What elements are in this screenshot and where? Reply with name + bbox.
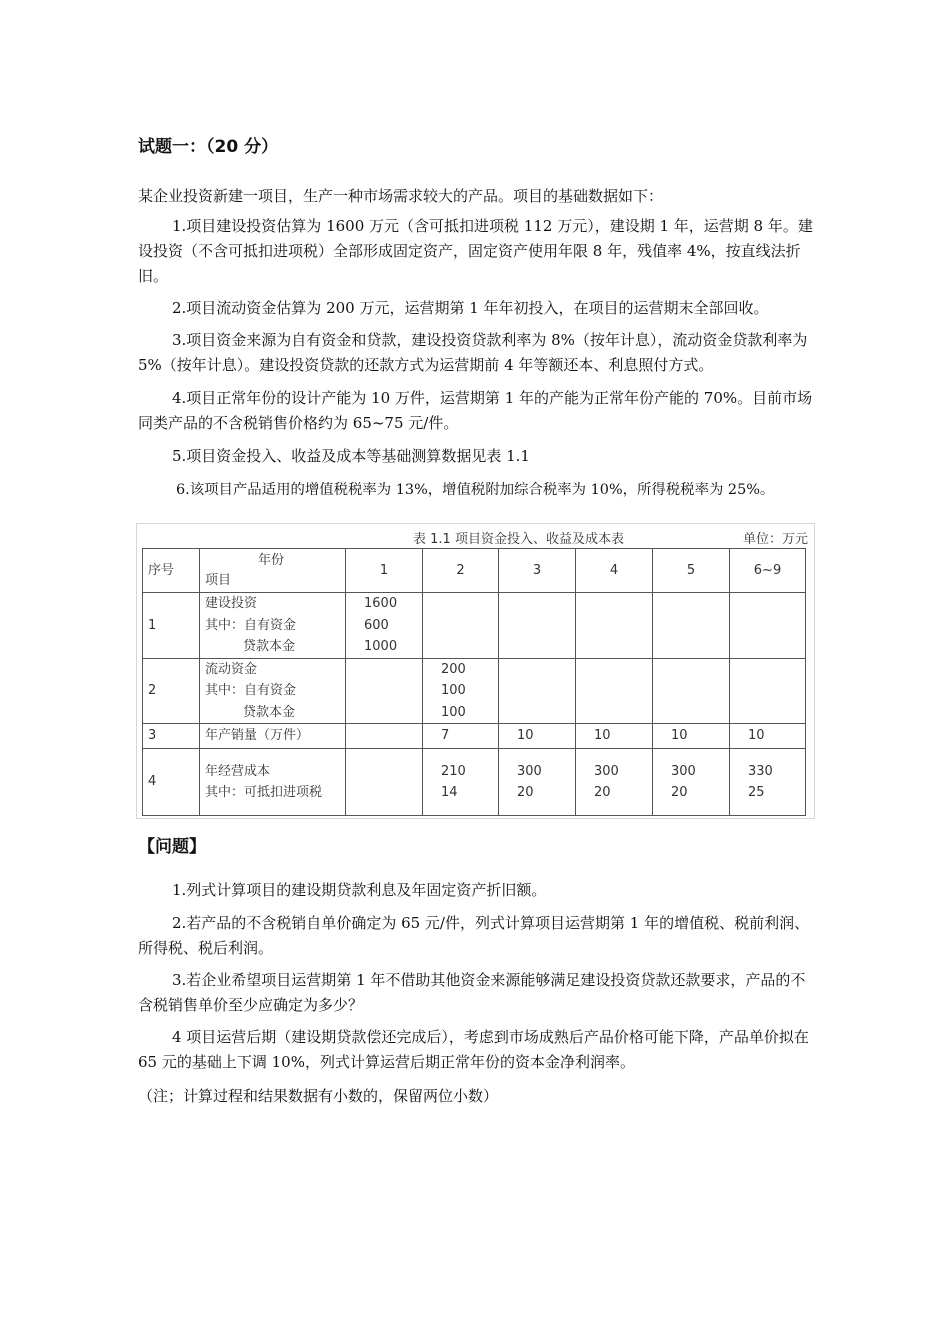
- cell-empty: [423, 593, 499, 659]
- header-seq: 序号: [143, 549, 200, 593]
- cell-value: 25: [748, 785, 765, 800]
- item-1: 1.项目建设投资估算为 1600 万元（含可抵扣进项税 112 万元），建设期 1 年，运营期 8 年。建设投资（不含可抵扣进项税）全部形成固定资产，固定资产使用年限 8 年，残值率 4%，按直线法折旧。: [138, 217, 813, 285]
- cell-value: 20: [594, 785, 611, 800]
- row-line: 贷款本金: [243, 704, 296, 720]
- cell-value: 20: [517, 785, 534, 800]
- cell-empty: [653, 658, 730, 724]
- cell-empty: [576, 593, 653, 659]
- row-item: 年产销量（万件）: [200, 724, 346, 749]
- questions-heading: 【问题】: [138, 837, 206, 857]
- data-table-image: [136, 523, 815, 819]
- cell-empty: [346, 749, 423, 816]
- cell-value: 330: [748, 763, 773, 779]
- row-seq: 2: [143, 658, 200, 724]
- row-line: 其中：自有资金: [205, 617, 297, 633]
- item-2: 2.项目流动资金估算为 200 万元，运营期第 1 年年初投入，在项目的运营期末全部回收。: [172, 299, 769, 317]
- cell-year-2: 7: [423, 724, 499, 749]
- cell-empty: [499, 658, 576, 724]
- cell-value: 1000: [364, 639, 398, 654]
- row-items: [200, 658, 346, 724]
- question-2: 2.若产品的不含税销自单价确定为 65 元/件，列式计算项目运营期第 1 年的增值税、税前利润、所得税、税后利润。: [138, 914, 810, 957]
- question-title: 试题一：（20 分）: [138, 137, 279, 157]
- cell-value: 600: [364, 617, 389, 633]
- cell-year-4: [576, 749, 653, 816]
- header-year-4: 4: [576, 549, 653, 593]
- note: （注；计算过程和结果数据有小数的，保留两位小数）: [138, 1087, 499, 1105]
- table-row: [143, 749, 806, 816]
- header-diagonal-cell: [200, 549, 346, 593]
- cell-empty: [576, 658, 653, 724]
- table-row: [143, 658, 806, 724]
- cell-value: 100: [441, 704, 466, 720]
- cell-empty: [346, 724, 423, 749]
- cost-table: [142, 548, 806, 816]
- cell-year-3: [499, 749, 576, 816]
- cell-year-5: [653, 749, 730, 816]
- table-row: [143, 593, 806, 659]
- item-4: 4.项目正常年份的设计产能为 10 万件，运营期第 1 年的产能为正常年份产能的 70%。目前市场同类产品的不含税销售价格约为 65~75 元/件。: [138, 389, 813, 432]
- row-line: 流动资金: [205, 661, 258, 677]
- row-line: 其中：可抵扣进项税: [205, 785, 323, 800]
- item-6: 6.该项目产品适用的增值税税率为 13%，增值税附加综合税率为 10%，所得税税率为 25%。: [176, 482, 775, 498]
- question-1: 1.列式计算项目的建设期贷款利息及年固定资产折旧额。: [172, 881, 547, 899]
- header-year-2: 2: [423, 549, 499, 593]
- cell-year-6-9: [730, 749, 806, 816]
- cell-value: 14: [441, 785, 458, 800]
- cell-empty: [653, 593, 730, 659]
- cell-value: 210: [441, 763, 466, 779]
- cell-value: 100: [441, 683, 466, 698]
- table-row: [143, 724, 806, 749]
- item-5: 5.项目资金投入、收益及成本等基础测算数据见表 1.1: [172, 447, 530, 465]
- header-year-6-9: 6~9: [730, 549, 806, 593]
- table-caption-bar: [137, 528, 814, 548]
- row-seq: 4: [143, 749, 200, 816]
- table-caption: 表 1.1 项目资金投入、收益及成本表: [413, 532, 624, 547]
- item-3: 3.项目资金来源为自有资金和贷款，建设投资贷款利率为 8%（按年计息），流动资金贷款利率为 5%（按年计息）。建设投资贷款的还款方式为运营期前 4 年等额还本、利息照付方式。: [138, 331, 808, 374]
- header-year: 年份: [257, 552, 284, 568]
- header-item: 项目: [205, 572, 232, 588]
- cell-year-1: [346, 593, 423, 659]
- question-4: 4 项目运营后期（建设期贷款偿还完成后），考虑到市场成熟后产品价格可能下降，产品单价拟在 65 元的基础上下调 10%，列式计算运营后期正常年份的资本金净利润率。: [138, 1028, 809, 1071]
- cell-year-4: 10: [576, 724, 653, 749]
- row-line: 贷款本金: [243, 639, 296, 654]
- header-year-3: 3: [499, 549, 576, 593]
- cell-value: 1600: [364, 596, 398, 611]
- row-seq: 1: [143, 593, 200, 659]
- cell-year-6-9: 10: [730, 724, 806, 749]
- row-line: 其中：自有资金: [205, 683, 297, 698]
- row-seq: 3: [143, 724, 200, 749]
- table-unit: 单位：万元: [742, 532, 808, 547]
- cell-value: 300: [517, 763, 542, 779]
- cell-year-2: [423, 658, 499, 724]
- cell-value: 200: [441, 661, 466, 677]
- cell-year-5: 10: [653, 724, 730, 749]
- row-items: [200, 593, 346, 659]
- cell-empty: [730, 593, 806, 659]
- cell-value: 300: [671, 763, 696, 779]
- cell-empty: [730, 658, 806, 724]
- header-year-1: 1: [346, 549, 423, 593]
- cell-year-3: 10: [499, 724, 576, 749]
- row-line: 年经营成本: [205, 763, 271, 779]
- row-line: 建设投资: [205, 596, 258, 611]
- cell-empty: [499, 593, 576, 659]
- cell-year-2: [423, 749, 499, 816]
- intro-paragraph: 某企业投资新建一项目，生产一种市场需求较大的产品。项目的基础数据如下：: [138, 187, 664, 205]
- table-header-row: [143, 549, 806, 593]
- cell-value: 20: [671, 785, 688, 800]
- question-3: 3.若企业希望项目运营期第 1 年不借助其他资金来源能够满足建设投资贷款还款要求，产品的不含税销售单价至少应确定为多少？: [138, 971, 806, 1014]
- header-year-5: 5: [653, 549, 730, 593]
- row-items: [200, 749, 346, 816]
- cell-value: 300: [594, 763, 619, 779]
- cell-empty: [346, 658, 423, 724]
